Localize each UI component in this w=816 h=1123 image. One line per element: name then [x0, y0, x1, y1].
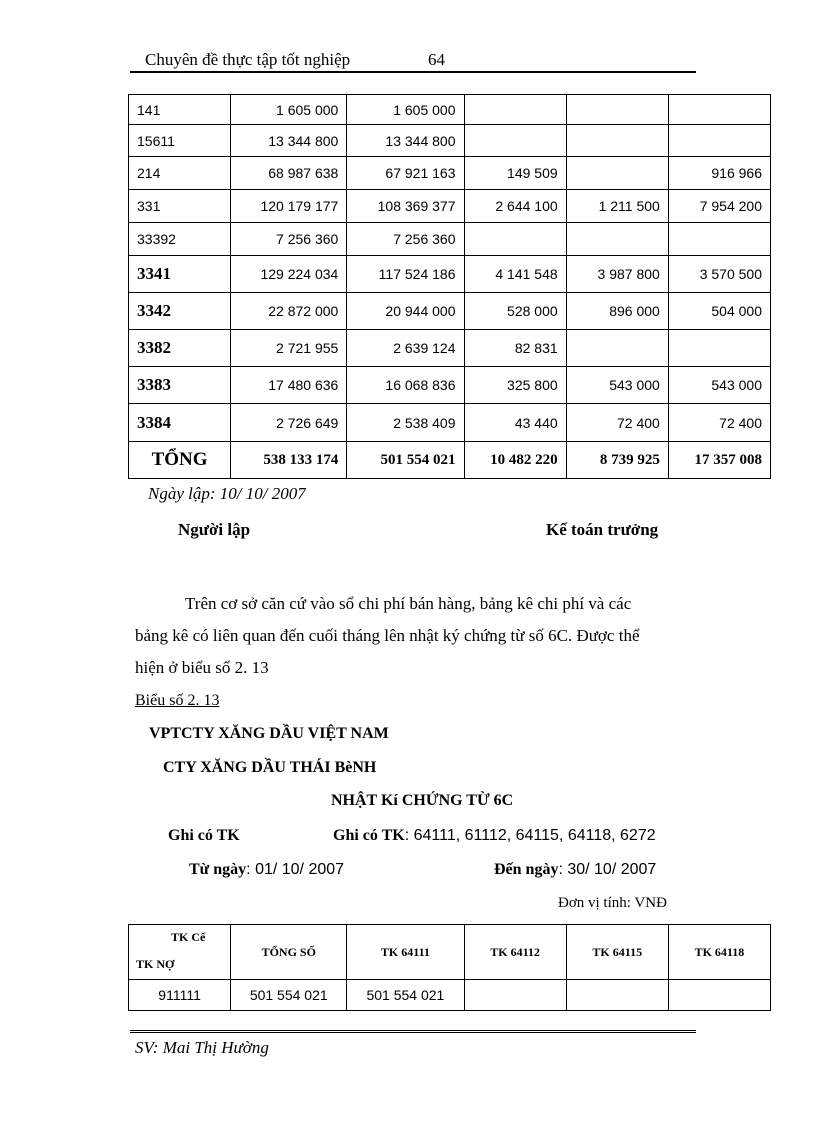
body-paragraph: [135, 588, 720, 684]
amount-cell: 20 944 000: [347, 293, 464, 330]
table-row: [129, 157, 771, 190]
paragraph-line-3: hiện ở biểu số 2. 13: [135, 658, 269, 677]
amount-cell: 916 966: [668, 157, 770, 190]
account-cell: 3342: [129, 293, 231, 330]
from-label: Từ ngày: [189, 861, 247, 878]
amount-cell: 7 256 360: [347, 223, 464, 256]
to-date: [494, 861, 656, 879]
amount-cell: 2 721 955: [231, 330, 347, 367]
account-cell: 3383: [129, 367, 231, 404]
credit-line: [168, 827, 240, 845]
account-cell: 3382: [129, 330, 231, 367]
header-64112: TK 64112: [464, 925, 566, 980]
amount-cell: 2 644 100: [464, 190, 566, 223]
journal-account: 911111: [129, 980, 231, 1011]
amount-cell: [668, 95, 770, 125]
paragraph-line-2: bảng kê có liên quan đến cuối tháng lên nhật ký chứng từ số 6C. Được thể: [135, 626, 640, 645]
amount-cell: [464, 223, 566, 256]
amount-cell: 129 224 034: [231, 256, 347, 293]
total-amount: 501 554 021: [347, 442, 464, 479]
header-64115: TK 64115: [566, 925, 668, 980]
table-row: [129, 330, 771, 367]
amount-cell: 7 954 200: [668, 190, 770, 223]
amount-cell: 2 639 124: [347, 330, 464, 367]
amount-cell: 120 179 177: [231, 190, 347, 223]
amount-cell: 543 000: [668, 367, 770, 404]
amount-cell: 149 509: [464, 157, 566, 190]
page-header: [145, 50, 445, 70]
header-64111: TK 64111: [347, 925, 464, 980]
journal-header-row: [129, 925, 771, 980]
amount-cell: 16 068 836: [347, 367, 464, 404]
unit-label: Đơn vị tính: VNĐ: [558, 895, 667, 911]
amount-cell: 528 000: [464, 293, 566, 330]
journal-64118: [668, 980, 770, 1011]
amount-cell: 82 831: [464, 330, 566, 367]
date-created: Ngày lập: 10/ 10/ 2007: [148, 484, 306, 503]
tk-corner-cell: [129, 925, 231, 980]
header-title: Chuyên đề thực tập tốt nghiệp: [145, 50, 351, 69]
amount-cell: 3 570 500: [668, 256, 770, 293]
table-row: [129, 404, 771, 442]
credit-label-1: Ghi có TK: [168, 827, 240, 844]
amount-cell: 67 921 163: [347, 157, 464, 190]
account-cell: 141: [129, 95, 231, 125]
account-cell: 3384: [129, 404, 231, 442]
amount-cell: 72 400: [566, 404, 668, 442]
amount-cell: 2 726 649: [231, 404, 347, 442]
journal-64112: [464, 980, 566, 1011]
amount-cell: [668, 125, 770, 157]
account-cell: 3341: [129, 256, 231, 293]
table-row: [129, 223, 771, 256]
journal-table: [128, 924, 771, 1011]
amount-cell: 13 344 800: [231, 125, 347, 157]
amount-cell: [566, 223, 668, 256]
credit-accounts: [333, 827, 656, 845]
amount-cell: 325 800: [464, 367, 566, 404]
amount-cell: 117 524 186: [347, 256, 464, 293]
tk-credit-header: TK Cể: [171, 930, 206, 944]
tk-debit-header: TK NỢ: [136, 957, 175, 971]
table-row: [129, 95, 771, 125]
amount-cell: [464, 95, 566, 125]
account-cell: 331: [129, 190, 231, 223]
amount-cell: 1 211 500: [566, 190, 668, 223]
amount-cell: 68 987 638: [231, 157, 347, 190]
table-row: [129, 367, 771, 404]
amount-cell: 3 987 800: [566, 256, 668, 293]
amount-cell: 22 872 000: [231, 293, 347, 330]
journal-total: 501 554 021: [231, 980, 347, 1011]
amount-cell: 896 000: [566, 293, 668, 330]
journal-title: NHẬT Kí CHỨNG TỪ 6C: [331, 792, 514, 809]
amount-cell: 7 256 360: [231, 223, 347, 256]
amount-cell: [566, 95, 668, 125]
total-amount: 8 739 925: [566, 442, 668, 479]
total-amount: 10 482 220: [464, 442, 566, 479]
journal-64111: 501 554 021: [347, 980, 464, 1011]
total-row: [129, 442, 771, 479]
amount-cell: 504 000: [668, 293, 770, 330]
from-date: [189, 861, 344, 879]
table-row: [129, 125, 771, 157]
amount-cell: 1 605 000: [347, 95, 464, 125]
amount-cell: 17 480 636: [231, 367, 347, 404]
page-number: 64: [428, 50, 445, 69]
footer-student: SV: Mai Thị Hường: [135, 1038, 269, 1057]
total-amount: 538 133 174: [231, 442, 347, 479]
figure-caption: Biểu số 2. 13: [135, 692, 220, 709]
header-rule: [130, 71, 696, 73]
amount-cell: 43 440: [464, 404, 566, 442]
table-row: [129, 256, 771, 293]
amount-cell: [668, 223, 770, 256]
account-cell: 15611: [129, 125, 231, 157]
credit-accounts-value: : 64111, 61112, 64115, 64118, 6272: [404, 827, 656, 844]
footer-rule: [130, 1030, 696, 1033]
account-cell: 33392: [129, 223, 231, 256]
amount-cell: 72 400: [668, 404, 770, 442]
amount-cell: 1 605 000: [231, 95, 347, 125]
header-total: TỔNG SỐ: [231, 925, 347, 980]
to-label: Đến ngày: [494, 861, 559, 878]
amount-cell: [464, 125, 566, 157]
org-parent: VPTCTY XĂNG DẦU VIỆT NAM: [149, 725, 389, 742]
amount-cell: 4 141 548: [464, 256, 566, 293]
from-value: : 01/ 10/ 2007: [246, 861, 345, 878]
header-64118: TK 64118: [668, 925, 770, 980]
org-company: CTY XĂNG DẦU THÁI BèNH: [163, 759, 377, 776]
total-amount: 17 357 008: [668, 442, 770, 479]
amount-cell: 108 369 377: [347, 190, 464, 223]
journal-row: [129, 980, 771, 1011]
amount-cell: [668, 330, 770, 367]
journal-64115: [566, 980, 668, 1011]
to-value: : 30/ 10/ 2007: [558, 861, 657, 878]
preparer-label: Người lập: [178, 520, 251, 539]
amount-cell: 543 000: [566, 367, 668, 404]
chief-accountant-label: Kế toán trưởng: [546, 520, 659, 539]
amount-cell: [566, 157, 668, 190]
amount-cell: [566, 125, 668, 157]
table-row: [129, 190, 771, 223]
amount-cell: [566, 330, 668, 367]
amount-cell: 13 344 800: [347, 125, 464, 157]
table-row: [129, 293, 771, 330]
paragraph-line-1: Trên cơ sở căn cứ vào sổ chi phí bán hàng, bảng kê chi phí và các: [185, 594, 632, 613]
account-cell: 214: [129, 157, 231, 190]
amount-cell: 2 538 409: [347, 404, 464, 442]
summary-table: [128, 94, 771, 479]
credit-label-2: Ghi có TK: [333, 827, 405, 844]
total-label: TỔNG: [129, 442, 231, 479]
